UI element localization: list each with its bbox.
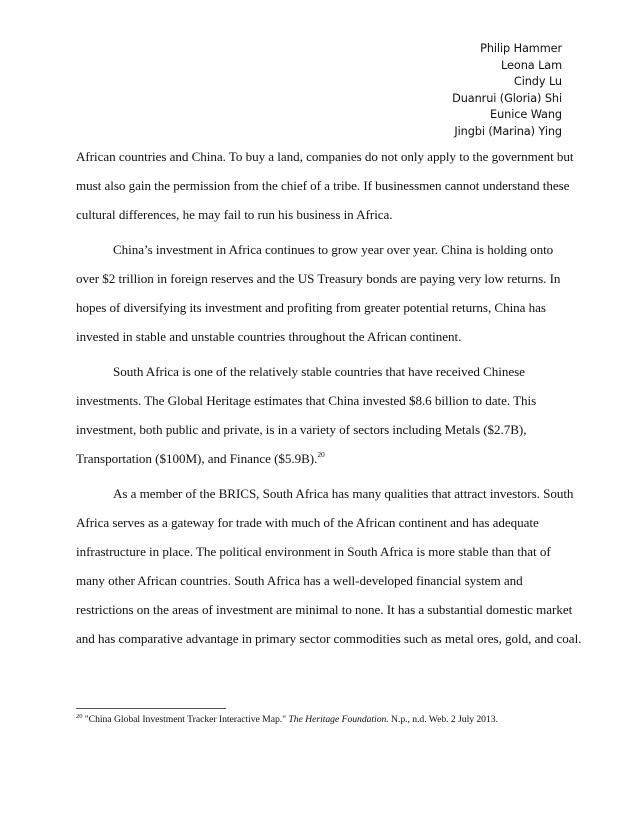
text-line: must also gain the permission from the chief of a tribe. If businessmen cannot understand these xyxy=(76,178,570,193)
footnote-number: 20 xyxy=(76,713,83,720)
text-line: South Africa is one of the relatively stable countries that have received Chinese xyxy=(113,364,525,379)
text-line: cultural differences, he may fail to run his business in Africa. xyxy=(76,207,393,222)
text-line: hopes of diversifying its investment and profiting from greater potential returns, China has xyxy=(76,300,546,315)
author-name: Jingbi (Marina) Ying xyxy=(454,124,562,138)
author-name: Eunice Wang xyxy=(490,108,562,122)
author-name: Cindy Lu xyxy=(513,75,562,89)
text-line: African countries and China. To buy a land, companies do not only apply to the government but xyxy=(76,149,574,164)
author-name: Duanrui (Gloria) Shi xyxy=(452,91,562,105)
text-line: many other African countries. South Africa has a well-developed financial system and xyxy=(76,573,523,588)
author-name: Leona Lam xyxy=(501,58,562,72)
author-list xyxy=(452,41,562,141)
author-name: Philip Hammer xyxy=(480,42,562,55)
text-line: China’s investment in Africa continues to grow year over year. China is holding onto xyxy=(113,242,554,257)
text-line xyxy=(76,444,576,473)
text-line: over $2 trillion in foreign reserves and the US Treasury bonds are paying very low returns. In xyxy=(76,271,561,286)
footnote-separator xyxy=(76,708,226,709)
body-text xyxy=(76,142,582,653)
paragraph-continuation xyxy=(76,142,576,229)
footnote-details: N.p., n.d. Web. 2 July 2013. xyxy=(388,714,498,725)
text-line-content: Transportation ($100M), and Finance ($5.9B). xyxy=(76,451,318,466)
paragraph-brics xyxy=(76,479,582,653)
text-line: Africa serves as a gateway for trade with much of the African continent and has adequate xyxy=(76,515,539,530)
footnote xyxy=(76,714,498,726)
paragraph-south-africa-investments xyxy=(76,357,576,473)
paragraph-china-investment xyxy=(76,235,576,351)
text-line: restrictions on the areas of investment are minimal to none. It has a substantial domestic market xyxy=(76,602,573,617)
text-line: infrastructure in place. The political environment in South Africa is more stable than that of xyxy=(76,544,551,559)
text-line: As a member of the BRICS, South Africa has many qualities that attract investors. South xyxy=(113,486,574,501)
footnote-publisher: The Heritage Foundation. xyxy=(288,714,389,725)
text-line: invested in stable and unstable countries throughout the African continent. xyxy=(76,329,462,344)
text-line: and has comparative advantage in primary sector commodities such as metal ores, gold, and coal. xyxy=(76,631,582,646)
footnote-reference[interactable]: 20 xyxy=(317,450,325,459)
footnote-title: "China Global Investment Tracker Interactive Map." xyxy=(82,714,289,725)
text-line: investment, both public and private, is in a variety of sectors including Metals ($2.7B), xyxy=(76,422,527,437)
text-line: investments. The Global Heritage estimates that China invested $8.6 billion to date. This xyxy=(76,393,537,408)
